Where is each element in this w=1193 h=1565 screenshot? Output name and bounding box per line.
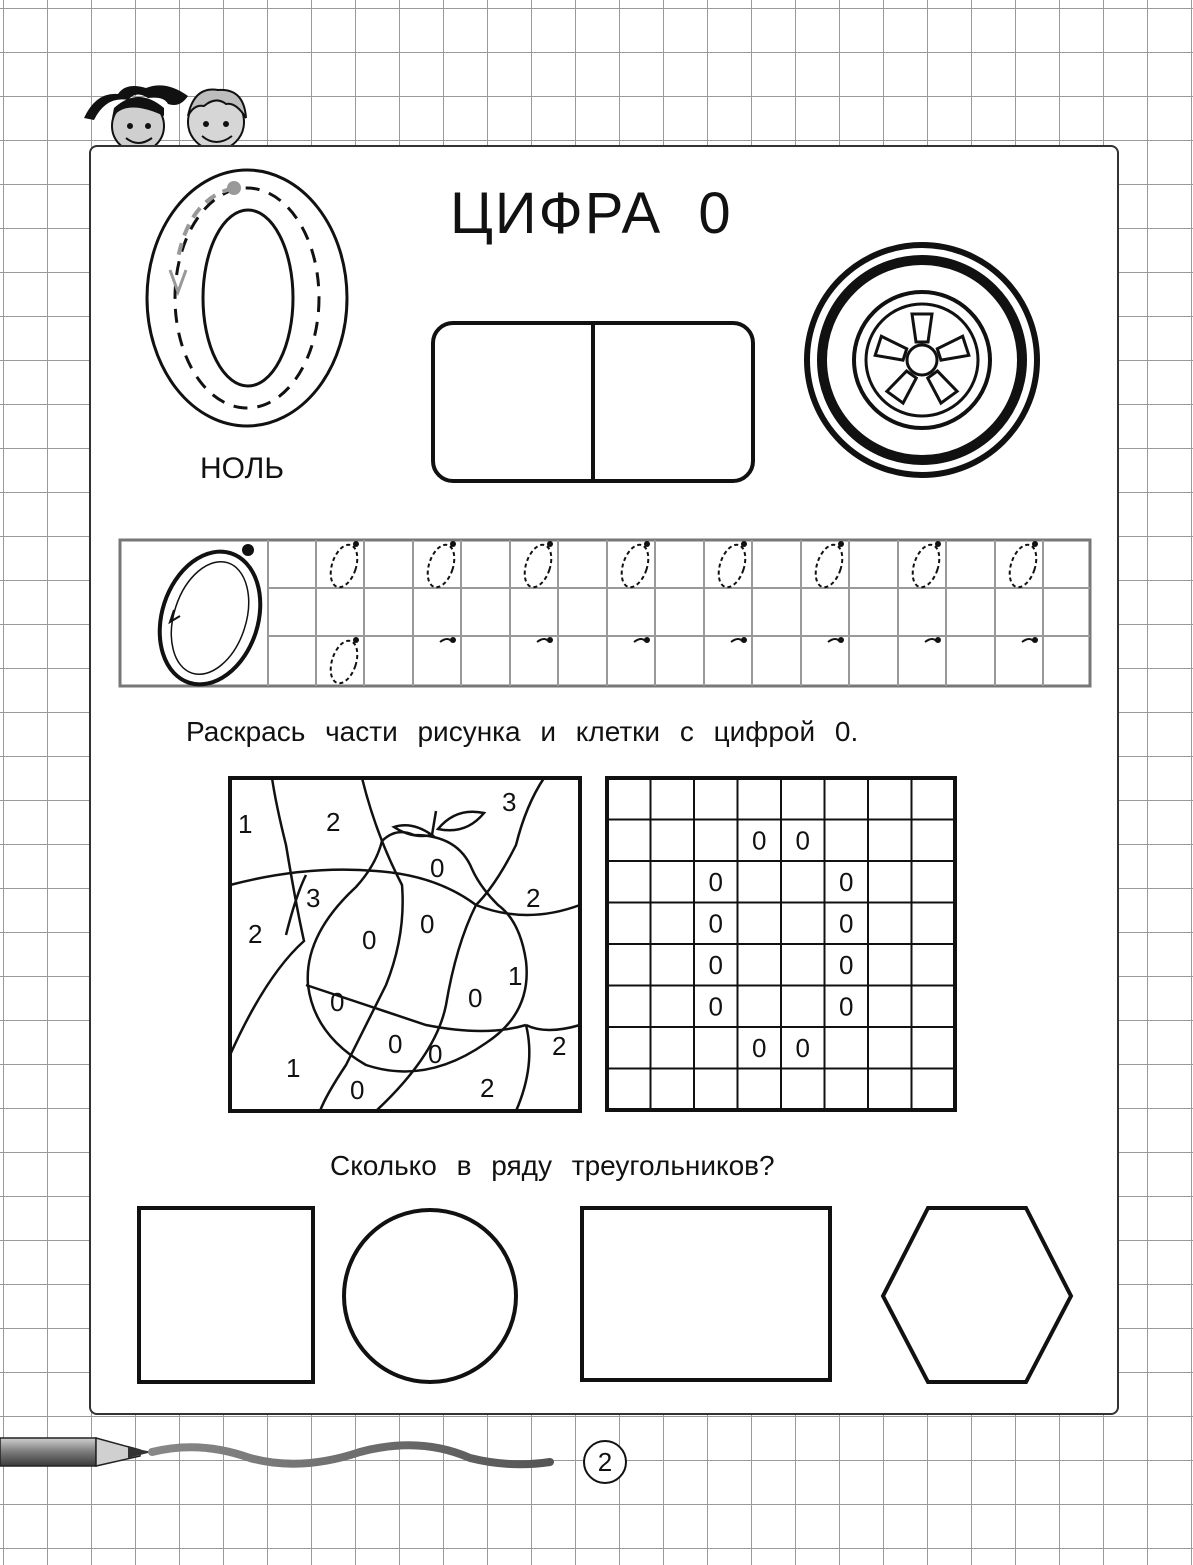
region-number: 2: [552, 1031, 567, 1061]
region-number: 3: [502, 787, 517, 817]
rectangle-shape: [582, 1208, 830, 1380]
region-number: 0: [388, 1029, 403, 1059]
circle-shape: [344, 1210, 516, 1382]
grid-cell-digit[interactable]: 0: [839, 908, 854, 939]
grid-cell-digit[interactable]: 0: [708, 866, 723, 897]
instruction-color: Раскрась части рисунка и клетки с цифрой 0.: [186, 716, 859, 747]
region-number: 0: [428, 1039, 443, 1069]
grid-cell-digit[interactable]: 0: [752, 825, 767, 856]
region-number: 0: [430, 853, 445, 883]
big-zero-tracing-figure: [140, 158, 360, 458]
region-number: 2: [526, 883, 541, 913]
region-number: 1: [286, 1053, 301, 1083]
shapes-row: [134, 1200, 1080, 1392]
square-shape: [139, 1208, 313, 1382]
pear-coloring-picture: [226, 775, 586, 1117]
page-title: ЦИФРА 0: [450, 181, 733, 246]
digit-coloring-grid: [604, 775, 960, 1115]
boy-head-icon: [188, 90, 246, 150]
grid-cell-digit[interactable]: 0: [708, 991, 723, 1022]
region-number: 3: [306, 883, 321, 913]
region-number: 0: [468, 983, 483, 1013]
region-number: 1: [508, 961, 523, 991]
region-number: 2: [248, 919, 263, 949]
wheel-icon: [800, 238, 1050, 488]
page-number: 2: [583, 1440, 627, 1484]
grid-cell-digit[interactable]: 0: [795, 1032, 810, 1063]
girl-head-icon: [84, 85, 188, 152]
grid-cell-digit[interactable]: 0: [839, 866, 854, 897]
region-number: 2: [480, 1073, 495, 1103]
region-number: 2: [326, 807, 341, 837]
grid-cell-digit[interactable]: 0: [839, 991, 854, 1022]
domino-tile: [430, 320, 760, 486]
region-number: 0: [362, 925, 377, 955]
pencil-icon: [0, 1428, 560, 1488]
grid-cell-digit[interactable]: 0: [839, 949, 854, 980]
start-dot-icon: [227, 181, 241, 195]
grid-cell-digit[interactable]: 0: [708, 949, 723, 980]
writing-practice-strip: [118, 538, 1098, 690]
region-number: 1: [238, 809, 253, 839]
region-number: 0: [350, 1075, 365, 1105]
grid-cell-digit[interactable]: 0: [708, 908, 723, 939]
grid-cell-digit[interactable]: 0: [752, 1032, 767, 1063]
region-number: 0: [330, 987, 345, 1017]
region-number: 0: [420, 909, 435, 939]
question-triangles: Сколько в ряду треугольников?: [330, 1150, 775, 1181]
grid-cell-digit[interactable]: 0: [795, 825, 810, 856]
digit-word: НОЛЬ: [200, 452, 285, 485]
hexagon-shape: [883, 1208, 1071, 1382]
